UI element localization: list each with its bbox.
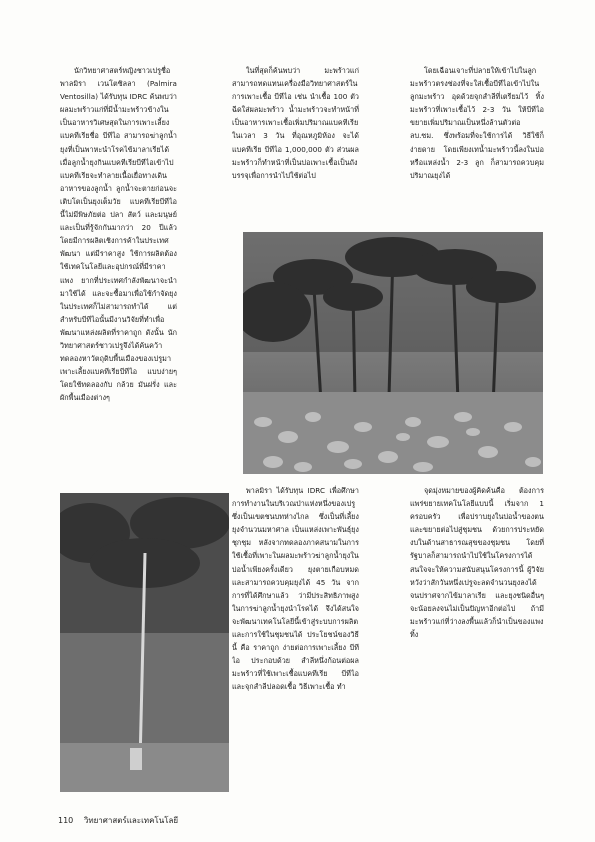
page-footer: [58, 814, 186, 827]
article-column-5: [410, 484, 544, 644]
coconut-plantation-photo: [243, 232, 543, 474]
coconut-tree-photo: [60, 493, 229, 792]
page-number: 110: [58, 816, 74, 825]
article-column-2: [232, 64, 359, 229]
article-column-1: [60, 64, 177, 484]
paragraph: โดยเฉือนเจาะที่ปลายให้เข้าไปในลูกมะพร้าวตรงช่องที่จะใส่เชื้อบีทีไอเข้าไปในลูกมะพร้าว อุดด้วยจุกสำลีที่เตรียมไว้ ทิ้งมะพร้าวที่เพาะเชื้อไว้ 2-3 วัน ให้บีทีไอขยายเพิ่มปริมาณเป็นหนึ่งล้านตัวต่อ ลบ.ซม. ซึ่งพร้อมที่จะใช้การได้ วิธีใช้ก็ง่ายดาย โดยเพียงเทน้ำมะพร้าวนี้ลงในบ่อหรือแหล่งน้ำ 2-3 ลูก ก็สามารถควบคุมปริมาณยุงได้: [410, 66, 544, 180]
article-column-3: [410, 64, 544, 229]
paragraph: พาลมิรา ได้รับทุน IDRC เพื่อศึกษาการทำงานในบริเวณป่าแห่งหนึ่งของเปรูซึ่งเป็นเขตชนบทห่างไกล ซึ่งเป็นที่เลี้ยงยุงจำนวนมหาศาล เป็นแหล่งเพาะพันธุ์ยุงชุกชุม หลังจากทดลองภาคสนามในการใช้เชื้อที่เพาะในผลมะพร้าวฆ่าลูกน้ำยุงในบ่อน้ำเพียงครั้งเดียว ยุงตายเกือบหมดและสามารถควบคุมยุงได้ 45 วัน จากการที่ได้ศึกษาแล้ว ว่ามีประสิทธิภาพสูงในการฆ่าลูกน้ำยุงนำโรคได้ จึงได้สนใจจะพัฒนาเทคโนโลยีนี้เข้าสู่ระบบการผลิตและการใช้ในชุมชนได้ ประโยชน์ของวิธีนี้ คือ ราคาถูก ง่ายต่อการเพาะเลี้ยง บีทีไอ ประกอบด้วย สำลีหนึ่งก้อนต่อผลมะพร้าวที่ใช้เพาะเชื้อแบคทีเรีย บีทีไอ และจุกสำลีปลอดเชื้อ วิธีเพาะเชื้อ ทำ: [232, 486, 359, 692]
article-column-4: [232, 484, 359, 784]
paragraph: ในที่สุดก็ค้นพบว่า มะพร้าวแก่สามารถทดแทนเครื่องมือวิทยาศาสตร์ในการเพาะเชื้อ บีทีไอ เช่น นำเชื้อ 100 ตัว ฉีดใส่ผลมะพร้าว น้ำมะพร้าวจะทำหน้าที่เป็นอาหารเพาะเชื้อเพิ่มปริมาณแบคทีเรีย ในเวลา 3 วัน ที่อุณหภูมิห้อง จะได้แบคทีเรีย บีทีไอ 1,000,000 ตัว ส่วนผลมะพร้าวก็ทำหน้าที่เป็นบ่อเพาะเชื้อเป็นถังบรรจุเพื่อการนำไปใช้ต่อไป: [232, 66, 359, 180]
paragraph: จุดมุ่งหมายของผู้คิดค้นคือ ต้องการแพร่ขยายเทคโนโลยีแบบนี้ เริ่มจาก 1 ครอบครัว เพื่อปราบยุงในบ่อน้ำของตน และขยายต่อไปสู่ชุมชน ด้วยการประหยัดงบในด้านสาธารณสุขของชุมชน โดยที่รัฐบาลก็สามารถนำไปใช้ในโครงการได้ สนใจจะให้ความสนับสนุนโครงการนี้ ผู้วิจัยหวังว่าสักวันหนึ่งเปรูจะลดจำนวนยุงลงได้จนปราศจากไข้มาลาเรีย และยุงชนิดอื่นๆ จะน้อยลงจนไม่เป็นปัญหาอีกต่อไป ถ้ามีมะพร้าวแก่ที่ว่างลงพื้นแล้วก็นำเป็นของแพงทิ้ง: [410, 486, 544, 640]
journal-title: วิทยาศาสตร์และเทคโนโลยี: [83, 816, 179, 825]
paragraph: นักวิทยาศาสตร์หญิงชาวเปรูชื่อ พาลมิรา เวนโตซิลลา (Palmira Ventosilla) ได้รับทุน IDRC ค้นพบว่า ผลมะพร้าวแก่ที่มีน้ำมะพร้าวข้างในเป็นอาหารวิเศษสุดในการเพาะเลี้ยงแบคทีเรียชื่อ บีทีไอ สามารถฆ่าลูกน้ำยุงที่เป็นพาหะนำโรคไข้มาลาเรียได้ เมื่อลูกน้ำยุงกินแบคทีเรียบีทีไอเข้าไป แบคทีเรียจะทำลายเนื้อเยื่อทางเดินอาหารของลูกน้ำ ลูกน้ำจะตายก่อนจะเติบโตเป็นยุงเต็มวัย แบคทีเรียบีทีไอ นี้ไม่มีพิษภัยต่อ ปลา สัตว์ และมนุษย์ และเป็นที่รู้จักกันมากว่า 20 ปีแล้ว โดยมีการผลิตเชิงการค้าในประเทศพัฒนา แต่มีราคาสูง ใช้การผลิตต้องใช้เทคโนโลยีและอุปกรณ์ที่มีราคาแพง ยากที่ประเทศกำลังพัฒนาจะนำมาใช้ได้ และจะซื้อมาเพื่อใช้กำจัดยุงในประเทศก็ไม่สามารถทำได้ แต่สำหรับบีทีไอนั้นมีงานวิจัยที่ทำเพื่อพัฒนาแหล่งผลิตที่ราคาถูก ดังนั้น นักวิทยาศาสตร์ชาวเปรูจึงได้ค้นคว้าทดลองหาวัตถุดิบพื้นเมืองของเปรูมาเพาะเลี้ยงแบคทีเรียบีทีไอ แบบง่ายๆ โดยใช้ทดลองกับ กล้วย มันฝรั่ง และผักพื้นเมืองต่างๆ: [60, 66, 177, 403]
